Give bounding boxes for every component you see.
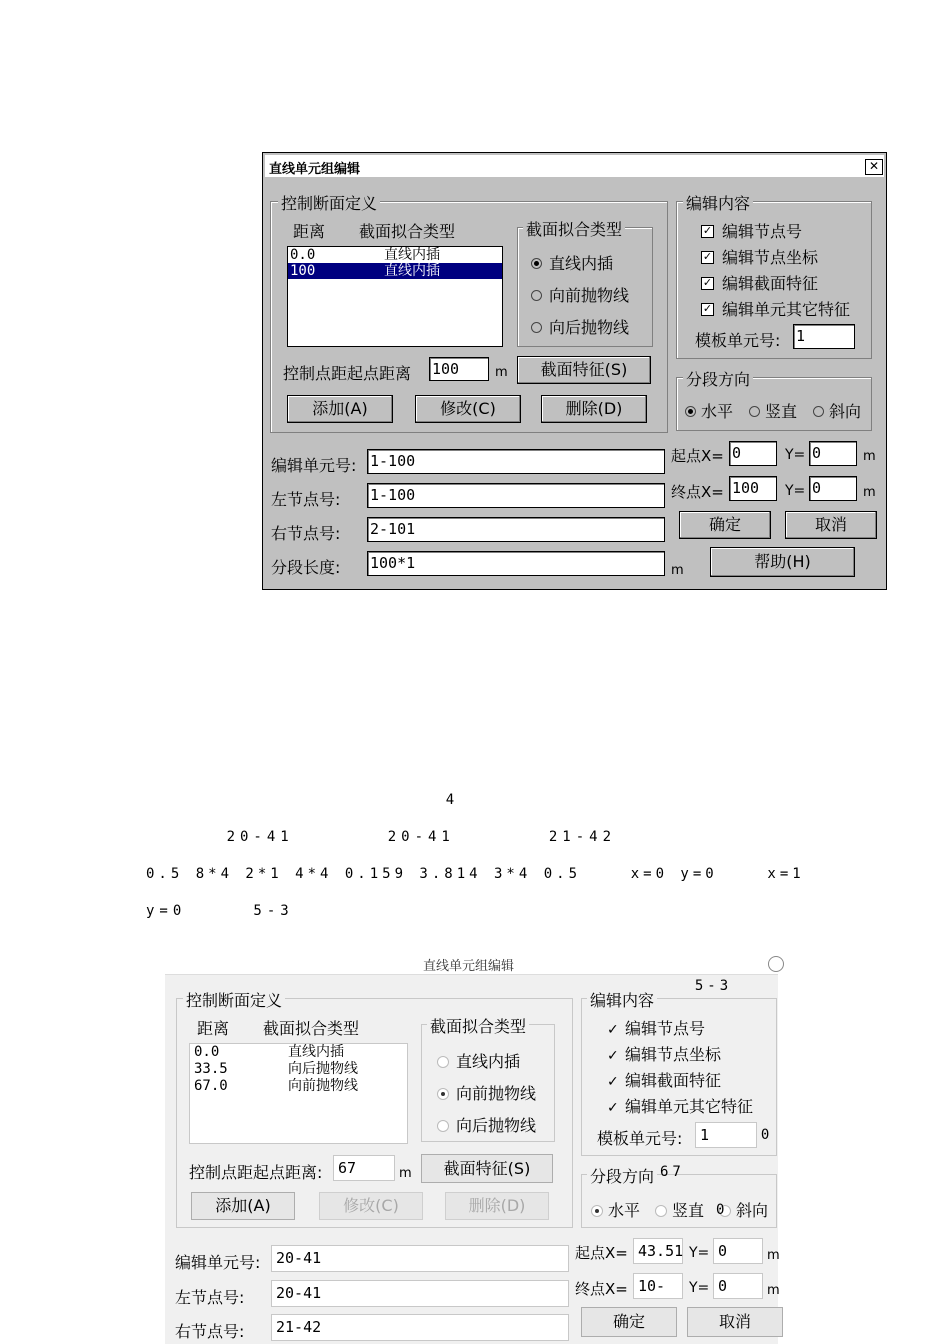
text-run: [168, 792, 446, 808]
checkbox-edit-node-coords[interactable]: [701, 245, 818, 268]
text-line: [160, 530, 345, 546]
control-section-list[interactable]: [287, 246, 503, 347]
radio-icon: [437, 1120, 449, 1132]
radio-checked-icon: [531, 258, 542, 269]
checkbox-edit-other[interactable]: [607, 1094, 753, 1117]
radio-label: 向后抛物线: [549, 318, 630, 337]
end-unit: m: [863, 485, 876, 500]
start-y-label: Y=: [689, 1245, 710, 1261]
check-icon: ✓: [702, 224, 713, 237]
checkbox-label: 编辑节点坐标: [722, 248, 819, 267]
checkbox-edit-section[interactable]: [701, 271, 818, 294]
col-distance-header: 距离: [293, 222, 326, 241]
radio-icon: [813, 406, 824, 417]
radio-icon: [531, 322, 542, 333]
radio-linear[interactable]: [437, 1049, 520, 1072]
cancel-button[interactable]: 取消: [687, 1307, 783, 1337]
start-x-input[interactable]: 43.51: [633, 1238, 683, 1264]
end-y-input[interactable]: 0: [713, 1273, 763, 1299]
template-input[interactable]: 1: [695, 1122, 757, 1148]
distance-input[interactable]: 100: [429, 357, 489, 381]
add-button[interactable]: 添加(A): [191, 1192, 295, 1220]
template-label: 模板单元号:: [695, 331, 781, 350]
start-unit: m: [767, 1248, 780, 1263]
control-section-label: 控制断面定义: [278, 191, 380, 214]
radio-oblique[interactable]: [813, 399, 861, 422]
row-type: 直线内插: [384, 263, 440, 279]
overlay-text: 0: [736, 1127, 774, 1143]
text-line: [168, 679, 446, 695]
right-node-label: 右节点号:: [175, 1322, 245, 1341]
title-bar: [265, 155, 884, 177]
radio-backward-parabola[interactable]: [437, 1113, 536, 1136]
distance-input[interactable]: 67: [333, 1155, 395, 1181]
text-line: [168, 642, 569, 658]
ok-button[interactable]: 确定: [581, 1307, 677, 1337]
text-run: 4: [445, 792, 462, 808]
radio-label: 向前抛物线: [456, 1084, 537, 1103]
radio-linear[interactable]: [531, 251, 613, 274]
dialog-title: 直线单元组编辑: [423, 959, 515, 974]
overlay-text: 0: [716, 1202, 729, 1218]
start-x-label: 起点X=: [671, 447, 724, 465]
check-icon: ✓: [607, 1100, 619, 1116]
unit-number-input[interactable]: 20-41: [271, 1245, 569, 1272]
modify-button[interactable]: 修改(C): [319, 1192, 423, 1220]
close-icon[interactable]: [768, 956, 784, 972]
list-item-selected[interactable]: [288, 263, 502, 279]
checkbox-edit-other[interactable]: [701, 297, 850, 320]
dialog-line-element-group-edit-2: [165, 952, 778, 1344]
radio-label: 直线内插: [456, 1052, 521, 1071]
end-x-input[interactable]: 10-: [633, 1273, 683, 1299]
checkbox-label: 编辑单元其它特征: [722, 300, 851, 319]
text-line: [146, 754, 316, 770]
list-item[interactable]: [288, 247, 502, 263]
section-properties-button[interactable]: 截面特征(S): [421, 1154, 553, 1183]
delete-button[interactable]: 删除(D): [445, 1192, 549, 1220]
radio-icon: [655, 1205, 667, 1217]
row-distance: 33.5: [194, 1061, 228, 1077]
radio-icon: [437, 1056, 449, 1068]
radio-label: 斜向: [829, 402, 862, 421]
left-node-label: 左节点号:: [175, 1288, 245, 1307]
radio-forward-parabola[interactable]: [531, 283, 629, 306]
check-icon: ✓: [702, 302, 713, 315]
end-x-label: 终点X=: [575, 1280, 628, 1298]
figure-caption: 5-3: [670, 978, 733, 994]
row-distance: 100: [290, 263, 316, 279]
checkbox-label: 编辑截面特征: [625, 1071, 722, 1090]
row-type: 向后抛物线: [288, 1061, 358, 1077]
template-input[interactable]: 1: [793, 324, 855, 349]
text-run: [461, 792, 600, 808]
radio-label: 水平: [608, 1201, 641, 1220]
checkbox-edit-node-number[interactable]: [607, 1016, 705, 1039]
checkbox-label: 编辑截面特征: [722, 274, 819, 293]
start-y-label: Y=: [785, 447, 806, 463]
checkbox-edit-section[interactable]: [607, 1068, 721, 1091]
direction-label: 分段方向: [587, 1164, 657, 1187]
radio-horizontal[interactable]: [591, 1198, 640, 1221]
checkbox-edit-node-number[interactable]: [701, 219, 802, 242]
radio-horizontal[interactable]: [685, 399, 733, 422]
close-icon[interactable]: ✕: [865, 159, 883, 175]
left-node-input[interactable]: 20-41: [271, 1280, 569, 1307]
edit-content-label: 编辑内容: [587, 988, 657, 1011]
control-section-list[interactable]: [189, 1043, 408, 1144]
title-bar: [165, 952, 778, 975]
overlay-text: [594, 1052, 619, 1068]
fit-type-label: 截面拟合类型: [427, 1014, 529, 1037]
row-type: 直线内插: [384, 247, 440, 263]
right-node-label: 右节点号:: [271, 524, 341, 543]
col-type-header: 截面拟合类型: [263, 1019, 360, 1038]
start-y-input[interactable]: 0: [809, 441, 857, 466]
radio-label: 向后抛物线: [456, 1116, 537, 1135]
check-icon: ✓: [607, 1074, 619, 1090]
add-button[interactable]: 添加(A): [287, 395, 393, 423]
delete-button[interactable]: 删除(D): [541, 395, 647, 423]
control-section-label: 控制断面定义: [183, 988, 285, 1011]
radio-label: 竖直: [672, 1201, 705, 1220]
left-node-label: 左节点号:: [271, 490, 341, 509]
end-y-label: Y=: [689, 1280, 710, 1296]
unit-number-label: 编辑单元号:: [175, 1253, 261, 1272]
end-x-label: 终点X=: [671, 483, 724, 501]
check-icon: ✓: [702, 276, 713, 289]
distance-label: 控制点距起点距离:: [189, 1163, 323, 1182]
text-line: 0.5 8*4 2*1 4*4 0.159 3.814 3*4 0.5 x=0 y=0 x=1: [146, 866, 805, 882]
checkbox-label: 编辑节点坐标: [625, 1045, 722, 1064]
segment-unit: m: [671, 563, 684, 578]
checkbox-label: 编辑单元其它特征: [625, 1097, 754, 1116]
distance-label: 控制点距起点距离: [283, 364, 412, 383]
radio-checked-icon: [437, 1088, 449, 1100]
radio-backward-parabola[interactable]: [531, 315, 629, 338]
radio-label: 水平: [701, 402, 734, 421]
text-line: 20-41 20-41 21-42: [146, 829, 697, 845]
radio-checked-icon: [591, 1205, 603, 1217]
cancel-button[interactable]: 取消: [785, 511, 877, 539]
unit-number-label: 编辑单元号:: [271, 456, 357, 475]
edit-content-label: 编辑内容: [683, 191, 753, 214]
text-line: [168, 605, 538, 621]
radio-icon: [531, 290, 542, 301]
modify-button[interactable]: 修改(C): [415, 395, 521, 423]
end-x-input[interactable]: 100: [729, 476, 777, 501]
radio-label: 向前抛物线: [549, 286, 630, 305]
text-line: y=0 5-3: [146, 903, 294, 919]
left-node-input[interactable]: 1-100: [367, 483, 665, 508]
list-item[interactable]: [190, 1078, 407, 1095]
overlay-text: [736, 1016, 786, 1032]
section-properties-button[interactable]: 截面特征(S): [517, 356, 651, 384]
radio-label: 竖直: [765, 402, 798, 421]
dialog-line-element-group-edit: [262, 152, 887, 590]
radio-forward-parabola[interactable]: [437, 1081, 536, 1104]
radio-checked-icon: [685, 406, 696, 417]
help-button[interactable]: 帮助(H): [710, 547, 855, 577]
check-icon: ✓: [702, 250, 713, 263]
start-y-input[interactable]: 0: [713, 1238, 763, 1264]
end-y-label: Y=: [785, 483, 806, 499]
right-node-input[interactable]: 21-42: [271, 1314, 569, 1341]
dialog-title: 直线单元组编辑: [269, 162, 361, 177]
fit-type-label: 截面拟合类型: [523, 217, 625, 240]
start-unit: m: [863, 449, 876, 464]
radio-vertical[interactable]: [749, 399, 797, 422]
unit-number-input[interactable]: 1-100: [367, 449, 665, 474]
list-item[interactable]: [190, 1044, 407, 1061]
right-node-input[interactable]: 2-101: [367, 517, 665, 542]
text-line: [168, 716, 585, 732]
radio-label: 斜向: [736, 1201, 769, 1220]
col-type-header: 截面拟合类型: [359, 222, 456, 241]
template-label: 模板单元号:: [597, 1129, 683, 1148]
radio-vertical[interactable]: [655, 1198, 704, 1221]
end-y-input[interactable]: 0: [809, 476, 857, 501]
list-item[interactable]: [190, 1061, 407, 1078]
distance-unit: m: [399, 1166, 412, 1181]
row-distance: 67.0: [194, 1078, 228, 1094]
start-x-label: 起点X=: [575, 1244, 628, 1262]
end-unit: m: [767, 1283, 780, 1298]
distance-unit: m: [495, 365, 508, 380]
checkbox-label: 编辑节点号: [722, 222, 803, 241]
segment-length-input[interactable]: 100*1: [367, 551, 665, 576]
row-type: 向前抛物线: [288, 1078, 358, 1094]
row-distance: 0.0: [194, 1044, 220, 1060]
start-x-input[interactable]: 0: [729, 441, 777, 466]
segment-length-label: 分段长度:: [271, 558, 341, 577]
radio-icon: [749, 406, 760, 417]
direction-label: 分段方向: [683, 367, 753, 390]
checkbox-label: 编辑节点号: [625, 1019, 706, 1038]
ok-button[interactable]: 确定: [679, 511, 771, 539]
check-icon: ✓: [607, 1022, 619, 1038]
checkbox-edit-node-coords[interactable]: [607, 1042, 721, 1065]
row-type: 直线内插: [288, 1044, 344, 1060]
text-line: [168, 568, 214, 584]
col-distance-header: 距离: [197, 1019, 230, 1038]
check-icon: ✓: [607, 1048, 619, 1064]
row-distance: 0.0: [290, 247, 316, 263]
text-line: [168, 792, 600, 808]
radio-label: 直线内插: [549, 254, 614, 273]
overlay-text: 67: [660, 1164, 685, 1180]
